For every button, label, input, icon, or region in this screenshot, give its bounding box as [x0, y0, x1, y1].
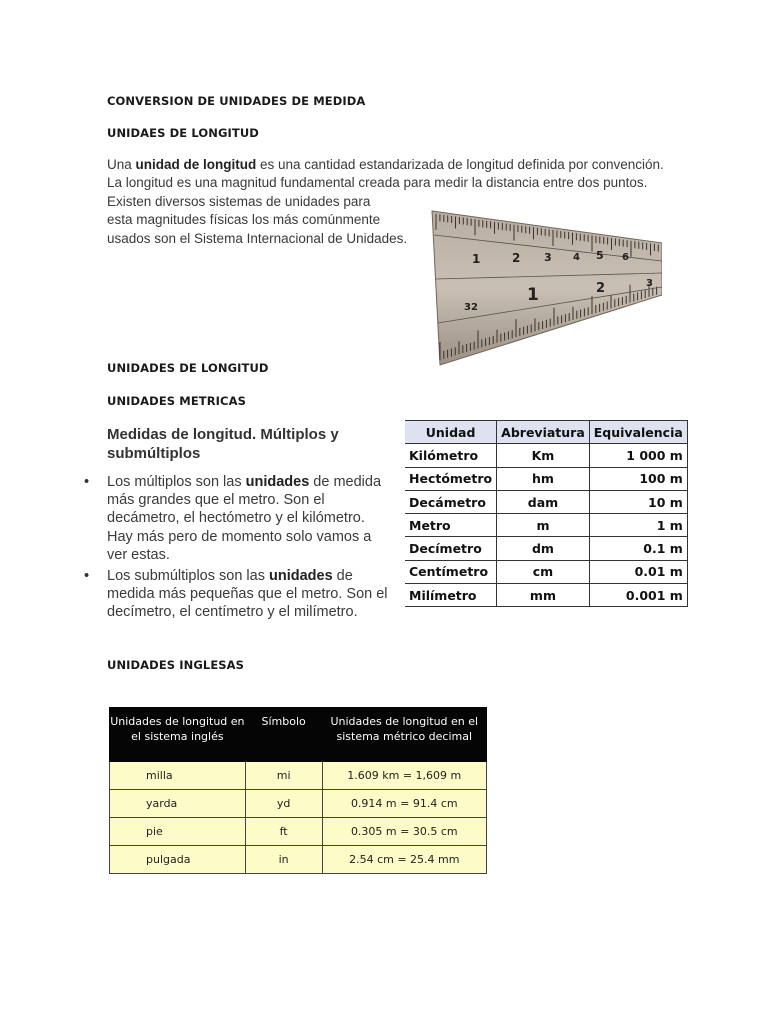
bullet-multiplos: • Los múltiplos son las unidades de medida más grandes que el metro. Son el decámetro, el hectómetro y el kilómetro. Hay más pero de momento solo vamos a ver estas.	[82, 473, 394, 564]
unit-equiv: 0.001 m	[589, 584, 687, 607]
unit-abbr: m	[497, 514, 590, 537]
page-title: CONVERSION DE UNIDADES DE MEDIDA	[107, 94, 366, 108]
ruler-bottom-num-3: 3	[646, 278, 653, 289]
unit-abbr: Km	[497, 444, 590, 467]
metric-equivalent: 1.609 km = 1,609 m	[322, 762, 486, 790]
unit-equiv: 1 m	[589, 514, 687, 537]
english-symbol: mi	[245, 762, 322, 790]
table-row	[110, 790, 487, 818]
english-unit: pie	[110, 818, 246, 846]
section-heading-longitud: UNIDAES DE LONGITUD	[107, 126, 259, 140]
metric-equivalent: 0.305 m = 30.5 cm	[322, 818, 486, 846]
ruler-top-num-1: 1	[472, 252, 481, 266]
header-simbolo: Símbolo	[245, 708, 322, 762]
header-unidad: Unidad	[405, 421, 497, 444]
unit-name: Metro	[405, 514, 497, 537]
english-symbol: ft	[245, 818, 322, 846]
unit-name: Kilómetro	[405, 444, 497, 467]
unit-equiv: 1 000 m	[589, 444, 687, 467]
metric-equivalent: 2.54 cm = 25.4 mm	[322, 846, 486, 874]
metric-units-table	[405, 420, 688, 607]
table-header-row	[405, 421, 687, 444]
bullet-submultiplos: • Los submúltiplos son las unidades de medida más pequeñas que el metro. Son el decímetro, el centímetro y el milímetro.	[82, 567, 394, 622]
intro-line-4: esta magnitudes físicas los más comúnmente	[107, 212, 381, 228]
unit-name: Milímetro	[405, 584, 497, 607]
table-row	[110, 818, 487, 846]
subheading-multiplos: Medidas de longitud. Múltiplos y submúltiplos	[107, 426, 339, 462]
section-heading-metricas: UNIDADES METRICAS	[107, 394, 246, 408]
unit-abbr: hm	[497, 467, 590, 490]
header-abreviatura: Abreviatura	[497, 421, 590, 444]
unit-name: Decímetro	[405, 537, 497, 560]
unit-name: Decámetro	[405, 490, 497, 513]
unit-equiv: 100 m	[589, 467, 687, 490]
header-unidades-ingles: Unidades de longitud en el sistema inglés	[110, 708, 246, 762]
ruler-bottom-num-32: 32	[464, 302, 478, 313]
table-row	[110, 846, 487, 874]
ruler-top-num-3: 3	[544, 251, 552, 264]
english-unit: milla	[110, 762, 246, 790]
ruler-bottom-num-1: 1	[527, 285, 539, 305]
table-header-row	[110, 708, 487, 762]
unit-name: Hectómetro	[405, 467, 497, 490]
english-symbol: yd	[245, 790, 322, 818]
table-row	[405, 490, 687, 513]
table-row	[405, 467, 687, 490]
table-row	[405, 537, 687, 560]
unit-equiv: 0.01 m	[589, 560, 687, 583]
table-row	[405, 584, 687, 607]
header-equivalencia: Equivalencia	[589, 421, 687, 444]
bullet-list	[82, 473, 394, 625]
intro-line-2: La longitud es una magnitud fundamental creada para medir la distancia entre dos puntos.	[107, 175, 648, 191]
table-row	[405, 444, 687, 467]
unit-equiv: 0.1 m	[589, 537, 687, 560]
english-symbol: in	[245, 846, 322, 874]
table-row	[405, 514, 687, 537]
unit-equiv: 10 m	[589, 490, 687, 513]
intro-line-5: usados son el Sistema Internacional de Unidades.	[107, 230, 408, 246]
english-unit: yarda	[110, 790, 246, 818]
ruler-top-num-5: 5	[596, 249, 604, 262]
unit-abbr: dm	[497, 537, 590, 560]
english-units-table	[109, 707, 487, 874]
table-row	[110, 762, 487, 790]
english-unit: pulgada	[110, 846, 246, 874]
unit-abbr: cm	[497, 560, 590, 583]
header-unidades-metrico: Unidades de longitud en el sistema métrico decimal	[322, 708, 486, 762]
ruler-image	[430, 205, 662, 367]
intro-line-1: Una unidad de longitud es una cantidad estandarizada de longitud definida por convención.	[107, 157, 664, 172]
unit-name: Centímetro	[405, 560, 497, 583]
ruler-top-num-4: 4	[573, 252, 580, 263]
unit-abbr: mm	[497, 584, 590, 607]
metric-equivalent: 0.914 m = 91.4 cm	[322, 790, 486, 818]
table-row	[405, 560, 687, 583]
intro-line-3: Existen diversos sistemas de unidades para	[107, 193, 371, 209]
section-heading-unidades-longitud: UNIDADES DE LONGITUD	[107, 361, 269, 375]
ruler-bottom-num-2: 2	[596, 281, 606, 296]
section-heading-inglesas: UNIDADES INGLESAS	[107, 658, 245, 672]
unit-abbr: dam	[497, 490, 590, 513]
ruler-top-num-2: 2	[512, 251, 521, 265]
ruler-top-num-6: 6	[622, 252, 629, 263]
